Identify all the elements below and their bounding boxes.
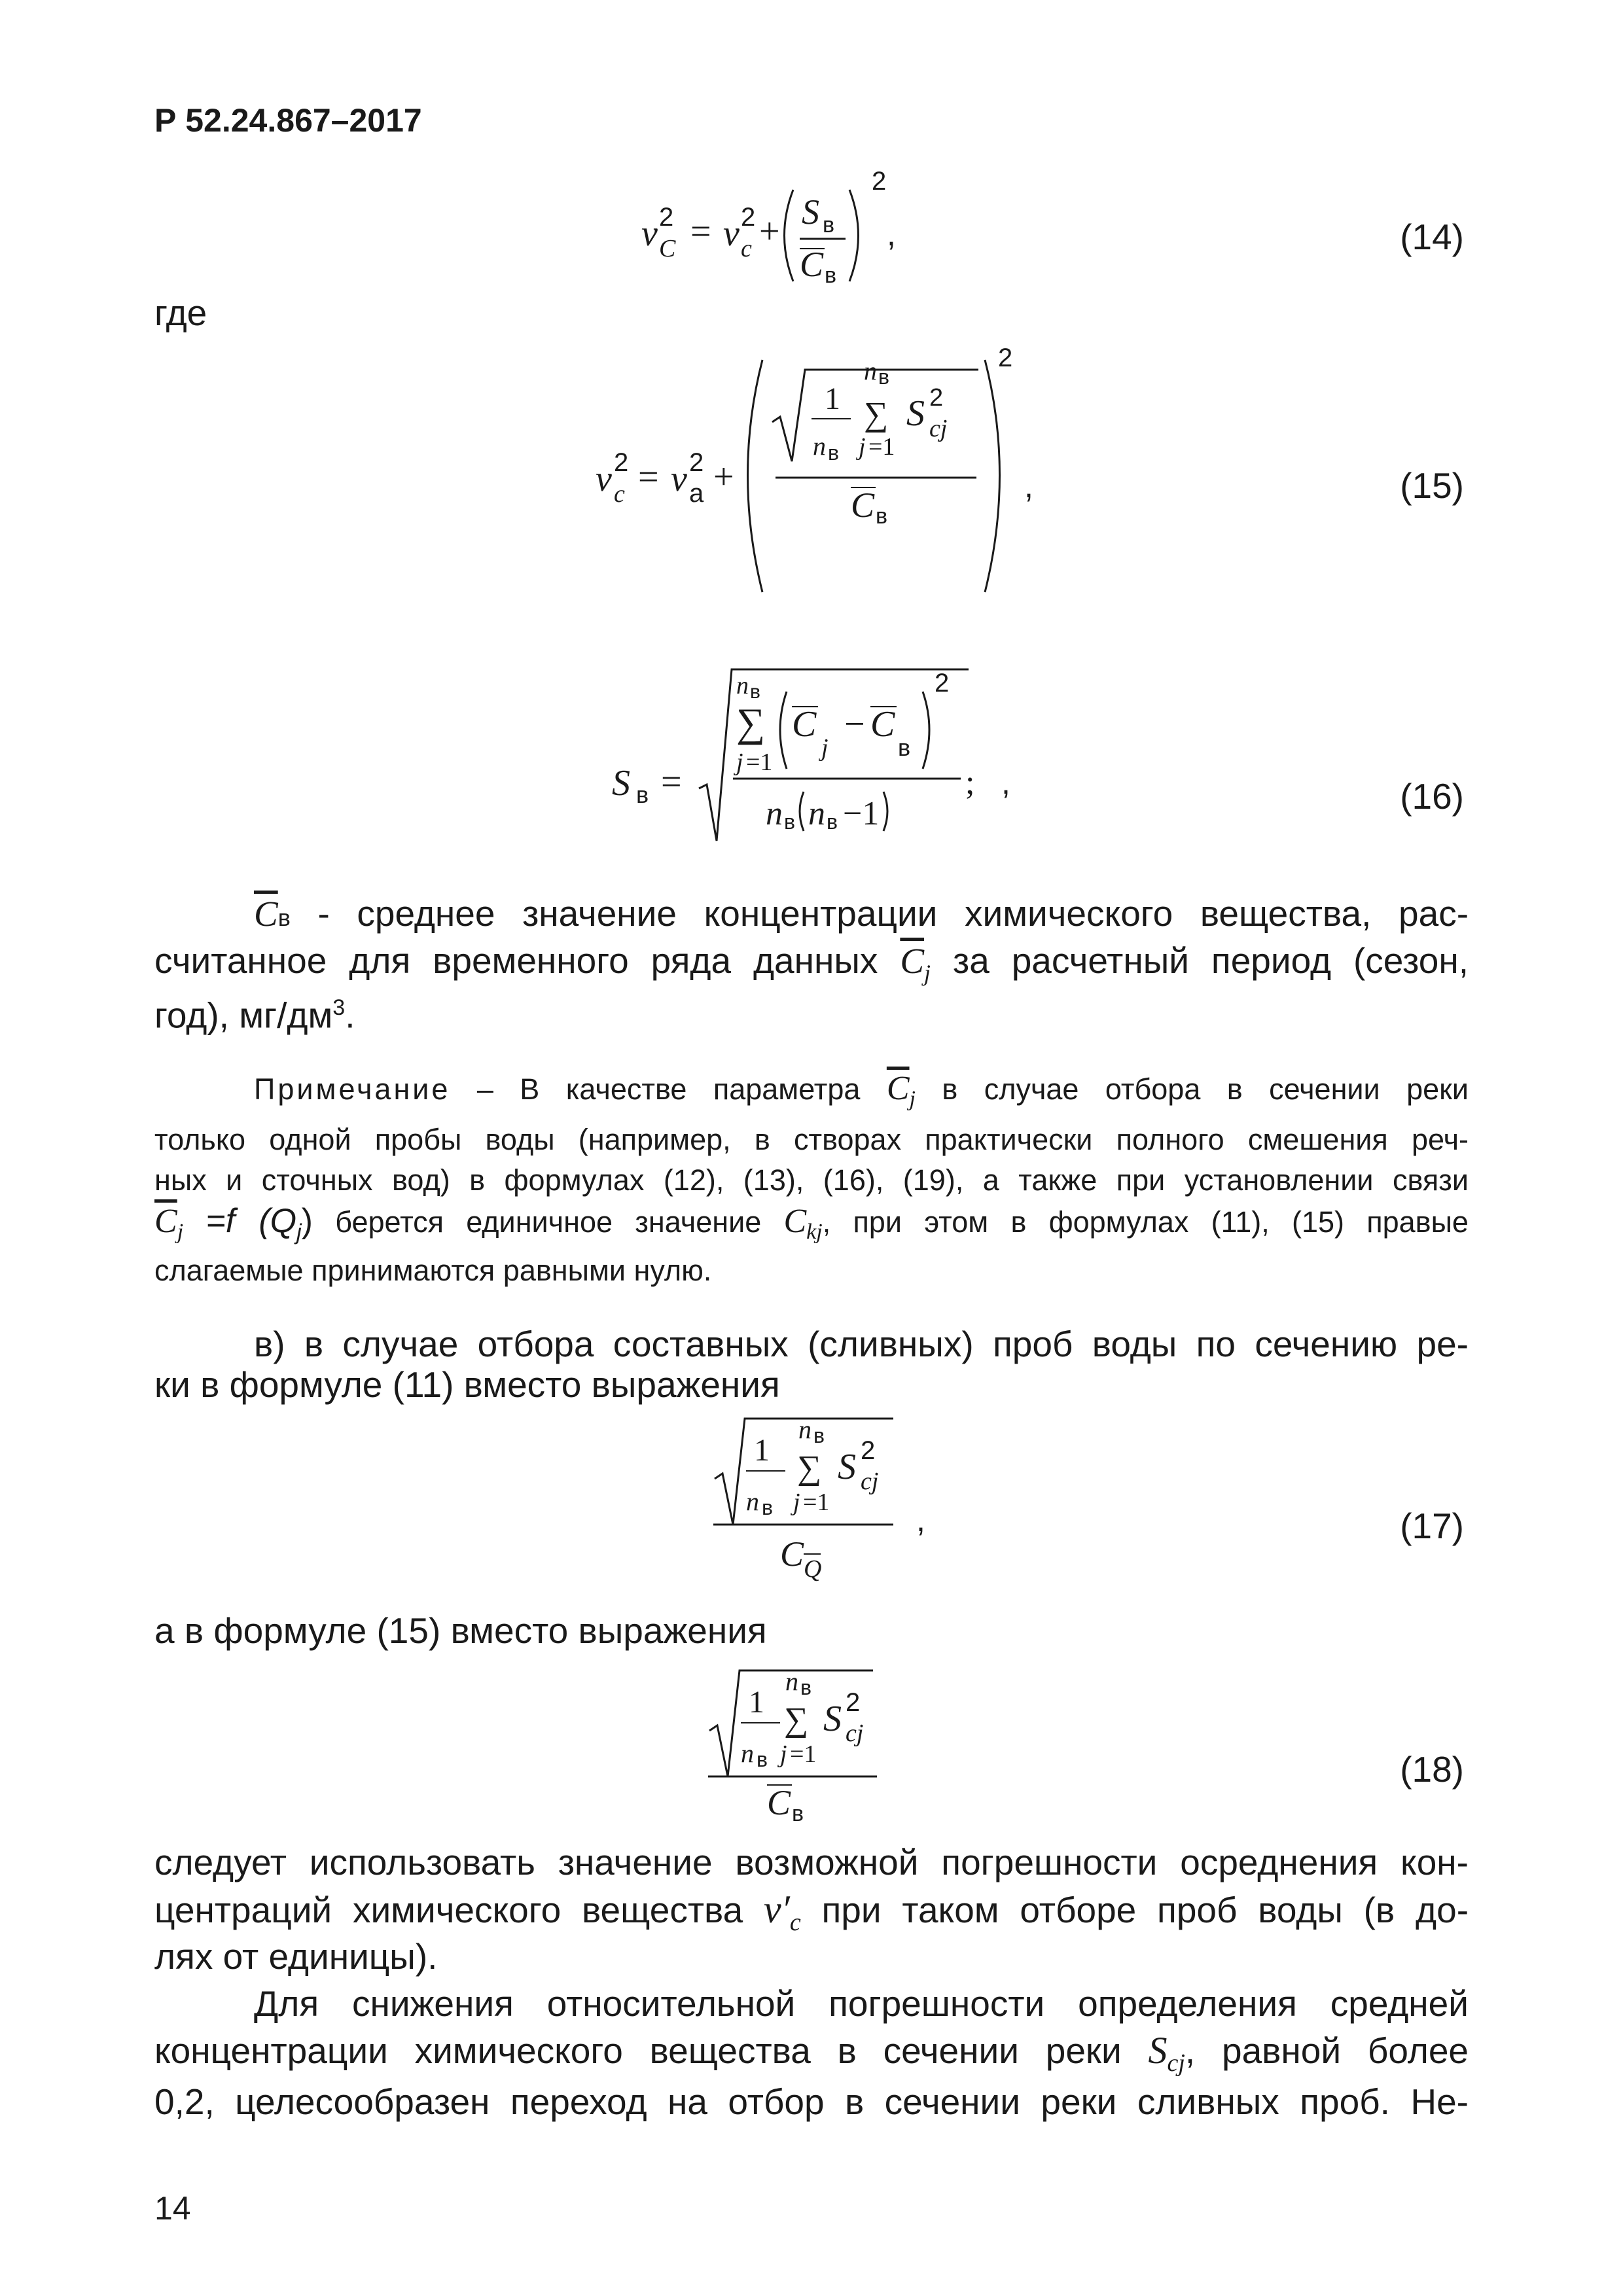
svg-text:=1: =1 — [868, 433, 895, 461]
svg-text:в: в — [800, 1676, 812, 1699]
svg-text:C: C — [870, 704, 895, 745]
note-line-1: Примечание – В качестве параметра $\overline{C}_j$ в случае отбора в сечении реки — [254, 1070, 1469, 1111]
note-line-2: только одной пробы воды (например, в створах практически полного смешения реч- — [154, 1123, 1469, 1156]
svg-text:j: j — [780, 1740, 787, 1768]
svg-text:v: v — [641, 213, 658, 254]
svg-text:в: в — [750, 681, 760, 703]
svg-text:C: C — [659, 235, 676, 262]
note-line-4: $\overline{C}_j =f$ $(Q_j)$ берется единичное значение $C_{kj}$, при этом в формулах (11), (15) правые — [154, 1202, 1469, 1245]
svg-text:j: j — [821, 734, 829, 762]
svg-text:2: 2 — [935, 669, 950, 698]
svg-text:j: j — [859, 433, 866, 461]
svg-text:n: n — [808, 795, 825, 832]
page-number: 14 — [154, 2190, 191, 2227]
svg-text:∑: ∑ — [797, 1449, 822, 1487]
equation-18-number: (18) — [1400, 1749, 1464, 1790]
svg-text:S: S — [802, 192, 819, 232]
svg-text:n: n — [798, 1415, 812, 1444]
svg-text:в: в — [825, 263, 837, 288]
symbol-v-prime-c: v′ — [764, 1888, 790, 1931]
svg-text:S: S — [838, 1447, 856, 1487]
svg-text:1: 1 — [749, 1685, 764, 1720]
svg-text:Q: Q — [804, 1555, 822, 1583]
svg-text:2: 2 — [872, 167, 887, 196]
svg-text:n: n — [785, 1667, 798, 1696]
svg-text:в: в — [792, 1801, 804, 1826]
svg-text:в: в — [757, 1748, 768, 1771]
para-s-line-1: следует использовать значение возможной погрешности осреднения кон- — [154, 1842, 1469, 1882]
equation-16 — [602, 664, 1073, 860]
svg-text:c: c — [614, 480, 625, 508]
equation-14-number: (14) — [1400, 217, 1464, 257]
svg-text:C: C — [780, 1534, 804, 1574]
svg-text:j: j — [793, 1489, 800, 1516]
document-header: Р 52.24.867–2017 — [154, 102, 422, 139]
svg-text:n: n — [766, 795, 783, 832]
note-line-5: слагаемые принимаются равными нулю. — [154, 1254, 712, 1287]
svg-text:в: в — [827, 810, 838, 834]
svg-text:в: в — [828, 441, 839, 465]
svg-text:n: n — [746, 1487, 759, 1516]
svg-text:∑: ∑ — [864, 396, 889, 433]
symbol-c-j-note: $\overline{C}$ — [886, 1070, 910, 1107]
equation-15 — [576, 344, 1047, 605]
svg-text:C: C — [800, 245, 824, 284]
equation-17-number: (17) — [1400, 1506, 1464, 1546]
svg-text:+: + — [759, 211, 780, 252]
definition-line-1: $\overline{C}в$ - среднее значение концентрации химического вещества, рас- — [254, 893, 1469, 934]
para-v-line-2: ки в формуле (11) вместо выражения — [154, 1364, 780, 1405]
where-label: где — [154, 292, 207, 333]
svg-text:=1: =1 — [803, 1489, 830, 1516]
svg-text:1: 1 — [825, 381, 840, 416]
svg-text:n: n — [864, 356, 877, 385]
svg-text:S: S — [612, 763, 630, 804]
svg-text:2: 2 — [689, 448, 704, 477]
svg-text:S: S — [906, 393, 925, 434]
svg-text:в: в — [898, 734, 911, 761]
svg-text:v: v — [723, 213, 740, 254]
svg-text:∑: ∑ — [736, 701, 766, 745]
svg-text:C: C — [767, 1783, 791, 1822]
svg-text:2: 2 — [846, 1688, 861, 1717]
equation-16-number: (16) — [1400, 776, 1464, 817]
svg-text:=1: =1 — [746, 749, 773, 776]
svg-text:в: в — [878, 365, 889, 389]
equation-15-number: (15) — [1400, 465, 1464, 506]
svg-text:2: 2 — [929, 384, 944, 412]
svg-text:а: а — [689, 479, 704, 508]
para-s-line-3: лях от единицы). — [154, 1936, 438, 1977]
svg-text:,: , — [1001, 764, 1010, 801]
svg-text:j: j — [736, 749, 743, 776]
symbol-c-j: $\overline{C}$ — [900, 941, 925, 981]
svg-text:,: , — [1024, 468, 1033, 504]
symbol-c-mean: $\overline{C}$ — [254, 894, 278, 934]
svg-text:;: ; — [965, 764, 975, 802]
svg-text:C: C — [792, 704, 817, 745]
svg-text:∑: ∑ — [784, 1701, 809, 1739]
svg-text:=1: =1 — [790, 1740, 817, 1768]
definition-line-2: считанное для временного ряда данных $\overline{C}_j$ за расчетный период (сезон, — [154, 940, 1469, 986]
svg-text:v: v — [671, 459, 687, 499]
svg-text:c: c — [741, 235, 752, 262]
para-a: а в формуле (15) вместо выражения — [154, 1610, 767, 1651]
note-line-3: ных и сточных вод) в формулах (12), (13), (16), (19), а также при установлении связи — [154, 1163, 1469, 1197]
svg-text:2: 2 — [659, 203, 674, 232]
note-label: Примечание — [254, 1072, 451, 1106]
svg-text:n: n — [813, 431, 826, 461]
para-d-line-1: Для снижения относительной погрешности определения средней — [254, 1983, 1469, 2024]
svg-text:2: 2 — [861, 1436, 876, 1465]
svg-text:2: 2 — [614, 448, 629, 477]
svg-text:v: v — [596, 459, 612, 499]
svg-text:,: , — [916, 1502, 925, 1538]
svg-text:−1: −1 — [843, 795, 880, 832]
para-v-line-1: в) в случае отбора составных (сливных) проб воды по сечению ре- — [254, 1324, 1469, 1364]
svg-text:=: = — [661, 762, 682, 802]
svg-text:в: в — [636, 781, 649, 808]
para-s-line-2: центраций химического вещества $v'_c$ при таком отборе проб воды (в до- — [154, 1888, 1469, 1936]
equation-18 — [702, 1665, 898, 1826]
svg-text:в: в — [876, 504, 888, 529]
svg-text:в: в — [784, 810, 795, 834]
svg-text:1: 1 — [754, 1433, 770, 1468]
definition-text-1: - среднее значение концентрации химического вещества, рас- — [317, 893, 1469, 934]
svg-text:2: 2 — [998, 344, 1013, 372]
svg-text:cj: cj — [861, 1468, 879, 1495]
svg-text:n: n — [736, 672, 749, 699]
para-d-line-2: концентрации химического вещества в сечении реки $S_{cj}$, равной более — [154, 2029, 1469, 2077]
svg-text:cj: cj — [846, 1720, 864, 1747]
svg-text:в: в — [813, 1424, 825, 1447]
symbol-s-cj: S — [1148, 2029, 1168, 2072]
svg-text:n: n — [741, 1739, 754, 1768]
definition-line-3: год), $мг/дм^3$. — [154, 995, 355, 1036]
svg-text:=: = — [690, 211, 711, 252]
svg-text:S: S — [823, 1699, 842, 1739]
svg-text:в: в — [823, 213, 835, 238]
equation-17 — [707, 1413, 942, 1583]
svg-text:,: , — [887, 216, 896, 253]
svg-text:2: 2 — [741, 203, 756, 232]
svg-text:C: C — [851, 486, 875, 525]
svg-text:=: = — [638, 457, 659, 497]
para-d-line-3: 0,2, целесообразен переход на отбор в сечении реки сливных проб. Не- — [154, 2081, 1469, 2122]
svg-text:в: в — [762, 1496, 773, 1519]
svg-text:+: + — [713, 457, 734, 497]
svg-text:cj: cj — [929, 415, 948, 442]
equation-14 — [628, 164, 903, 294]
svg-text:−: − — [844, 704, 865, 745]
